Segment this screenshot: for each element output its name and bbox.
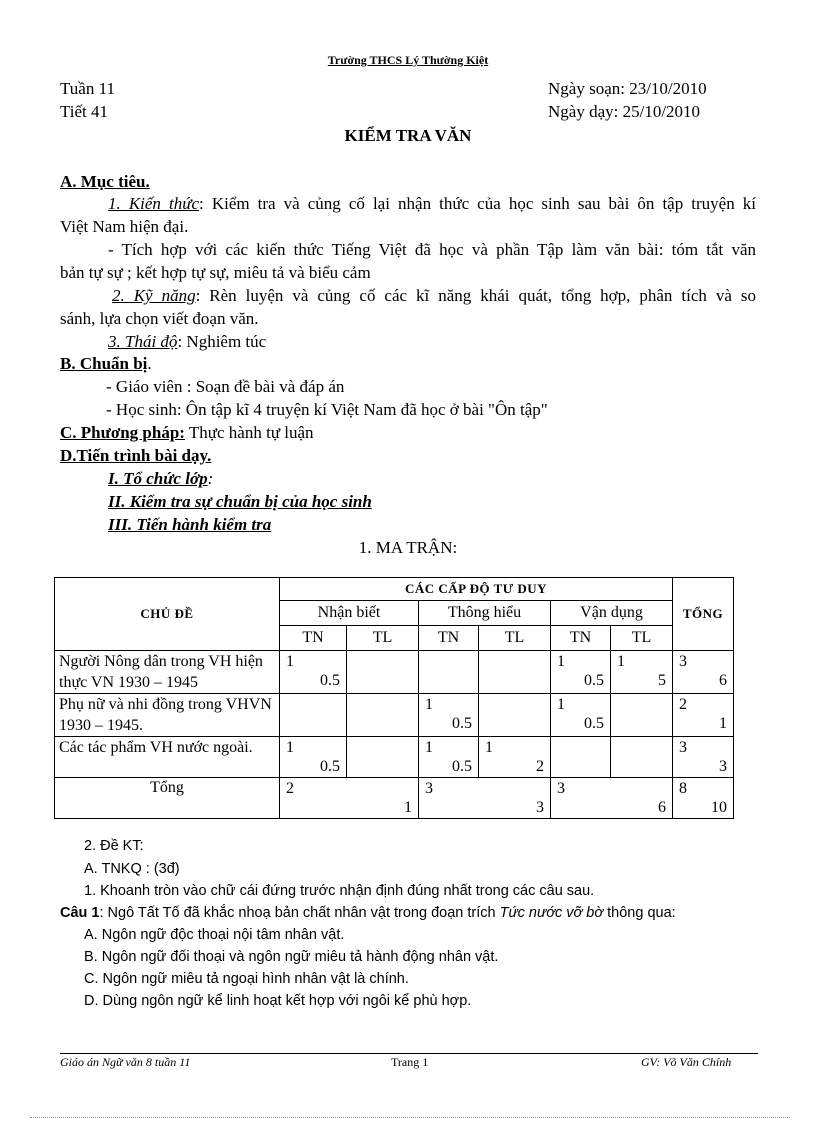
footer-left: Giáo án Ngữ văn 8 tuần 11	[60, 1055, 191, 1069]
skills-label: 2. Kỹ năng	[112, 286, 196, 305]
section-c-heading: C. Phương pháp:	[60, 423, 185, 442]
attitude-text: : Nghiêm túc	[177, 332, 267, 351]
row-total-score: 1	[719, 715, 727, 732]
skills-line-2: sánh, lựa chọn viết đoạn văn.	[60, 309, 259, 328]
cell-count: 1	[286, 653, 294, 670]
cell-score: 0.5	[452, 758, 472, 775]
option-b: B. Ngôn ngữ đối thoại và ngôn ngữ miêu tả hành động nhân vật.	[84, 949, 499, 965]
cell-score: 0.5	[452, 715, 472, 732]
step-2: II. Kiểm tra sự chuẩn bị của học sinh	[108, 492, 372, 511]
cell-count: 1	[557, 696, 565, 713]
cell-count: 1	[557, 653, 565, 670]
grand-total-count: 8	[679, 780, 687, 797]
grand-total-score: 10	[711, 799, 727, 816]
page-title: KIỂM TRA VĂN	[344, 126, 472, 145]
question-1-work: Tức nước vỡ bờ	[499, 905, 604, 921]
step-1-suffix: :	[207, 469, 214, 488]
topic-header-cell	[55, 578, 280, 651]
total-header-cell	[673, 578, 734, 651]
level-apply: Vận dụng	[551, 601, 673, 626]
cell-count: 1	[425, 696, 433, 713]
row-topic: Người Nông dân trong VH hiện thực VN 1930 – 1945	[55, 651, 280, 694]
teacher-prep: - Giáo viên : Soạn đề bài và đáp án	[106, 377, 345, 396]
attitude-line	[108, 332, 266, 352]
skills-line-1	[60, 286, 756, 306]
question-1-text-b: thông qua:	[603, 905, 676, 921]
attitude-label: 3. Thái độ	[108, 332, 178, 351]
exam-part-a: A. TNKQ : (3đ)	[84, 861, 180, 877]
step-1: I. Tổ chức lớp	[108, 469, 208, 488]
student-prep: - Học sinh: Ôn tập kĩ 4 truyện kí Việt Nam đã học ở bài "Ôn tập"	[106, 400, 548, 419]
week-label: Tuần 11	[60, 79, 115, 98]
footer-right: GV: Võ Văn Chính	[641, 1055, 732, 1069]
teach-date: Ngày dạy: 25/10/2010	[548, 102, 701, 121]
option-a: A. Ngôn ngữ độc thoại nội tâm nhân vật.	[84, 927, 345, 943]
option-d: D. Dùng ngôn ngữ kể linh hoạt kết hợp với ngôi kể phù hợp.	[84, 993, 472, 1009]
knowledge-line-1	[60, 194, 756, 214]
cell-score: 2	[536, 758, 544, 775]
section-c-text: Thực hành tự luận	[184, 423, 314, 442]
row-total-score: 3	[719, 758, 727, 775]
page-bottom-dotted-line	[30, 1117, 790, 1118]
knowledge-text: : Kiểm tra và củng cố lại nhận thức của học sinh sau bài ôn tập truyện kí	[199, 194, 756, 213]
knowledge-label: 1. Kiến thức	[108, 194, 200, 213]
row-total-count: 3	[679, 653, 687, 670]
exam-instruction: 1. Khoanh tròn vào chữ cái đứng trước nhận định đúng nhất trong các câu sau.	[84, 883, 595, 899]
assessment-matrix-table	[54, 577, 734, 819]
cell-count: 1	[485, 739, 493, 756]
question-1-text-a: : Ngô Tất Tố đã khắc nhoạ bản chất nhân vật trong đoạn trích	[99, 905, 500, 921]
total-header: TỔNG	[682, 606, 724, 621]
table-row-sum	[55, 778, 734, 819]
sum-count: 2	[286, 780, 294, 797]
table-row	[55, 737, 734, 778]
knowledge-line-2: Việt Nam hiện đại.	[60, 217, 189, 236]
exam-heading: 2. Đề KT:	[84, 838, 144, 854]
step-1-line	[108, 469, 213, 489]
sum-score: 3	[536, 799, 544, 816]
integration-line-1: - Tích hợp với các kiến thức Tiếng Việt đã học và phần Tập làm văn bài: tóm tắt văn	[108, 240, 756, 259]
matrix-title: 1. MA TRẬN:	[358, 538, 458, 557]
question-1	[60, 905, 676, 921]
lesson-label: Tiết 41	[60, 102, 109, 121]
section-b-heading-suffix: .	[147, 354, 152, 373]
cell-score: 0.5	[584, 672, 604, 689]
footer-page: Trang 1	[391, 1055, 429, 1069]
section-b-heading: B. Chuẩn bị	[60, 354, 148, 373]
table-row	[55, 651, 734, 694]
col-tn: TN	[280, 626, 347, 651]
row-topic: Các tác phẩm VH nước ngoài.	[55, 737, 280, 778]
sum-label: Tổng	[55, 778, 280, 819]
col-tn: TN	[551, 626, 611, 651]
row-total-count: 3	[679, 739, 687, 756]
level-understand: Thông hiểu	[419, 601, 551, 626]
sum-score: 6	[658, 799, 666, 816]
section-d-heading: D.Tiến trình bài dạy.	[60, 446, 212, 465]
cell-count: 1	[617, 653, 625, 670]
step-3: III. Tiến hành kiểm tra	[108, 515, 272, 534]
topic-header: CHỦ ĐỀ	[140, 606, 194, 621]
col-tn: TN	[419, 626, 479, 651]
sum-count: 3	[425, 780, 433, 797]
sum-count: 3	[557, 780, 565, 797]
cell-score: 0.5	[320, 758, 340, 775]
school-name: Trường THCS Lý Thường Kiệt	[327, 53, 489, 67]
level-recognize: Nhận biết	[280, 601, 419, 626]
cell-score: 0.5	[320, 672, 340, 689]
question-1-label: Câu 1	[60, 905, 100, 921]
levels-header-cell	[280, 578, 673, 601]
integration-line-2: bản tự sự ; kết hợp tự sự, miêu tả và biểu cảm	[60, 263, 371, 282]
cell-score: 5	[658, 672, 666, 689]
footer-rule	[60, 1053, 758, 1054]
prep-date: Ngày soạn: 23/10/2010	[548, 79, 707, 98]
cell-score: 0.5	[584, 715, 604, 732]
row-topic: Phụ nữ và nhi đồng trong VHVN 1930 – 1945.	[55, 694, 280, 737]
col-tl: TL	[479, 626, 551, 651]
row-total-count: 2	[679, 696, 687, 713]
section-a-heading: A. Mục tiêu.	[60, 172, 150, 191]
section-c-line	[60, 423, 314, 443]
table-row	[55, 694, 734, 737]
col-tl: TL	[611, 626, 673, 651]
option-c: C. Ngôn ngữ miêu tả ngoại hình nhân vật là chính.	[84, 971, 409, 987]
row-total-score: 6	[719, 672, 727, 689]
sum-score: 1	[404, 799, 412, 816]
levels-header: CÁC CẤP ĐỘ TƯ DUY	[404, 581, 548, 596]
col-tl: TL	[347, 626, 419, 651]
cell-count: 1	[425, 739, 433, 756]
cell-count: 1	[286, 739, 294, 756]
section-b-heading-line	[60, 354, 152, 374]
skills-text: : Rèn luyện và củng cố các kĩ năng khái quát, tổng hợp, phân tích và so	[195, 286, 756, 305]
